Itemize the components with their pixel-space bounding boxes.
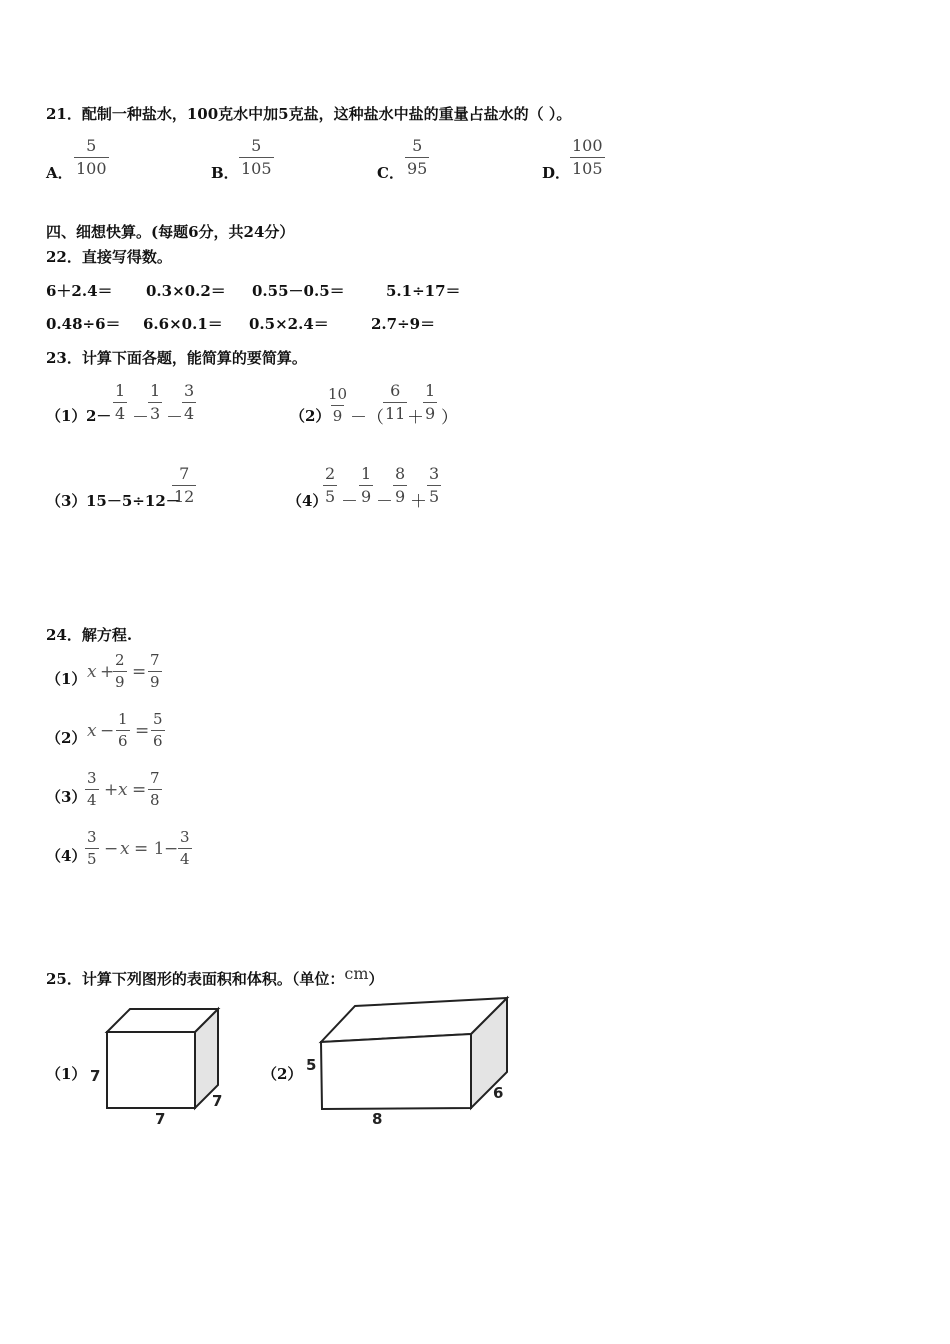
q24-eq2-label: （2）: [46, 729, 87, 747]
q25-stem: 25．计算下列图形的表面积和体积。（单位：cm）: [46, 964, 384, 988]
q24-eq1-label: （1）: [46, 670, 87, 688]
operator: ＋: [407, 408, 424, 428]
q23-part1-label: （1）: [46, 407, 87, 425]
fraction: $\frac{7}{9}$: [150, 651, 160, 691]
fraction: $\frac{1}{9}$: [425, 381, 436, 423]
fig1-width-label: 7: [155, 1110, 166, 1128]
q21-option-a-label: A．: [46, 164, 73, 182]
fraction: $\frac{3}{5}$: [87, 828, 97, 868]
q25-fig1-label: （1）: [46, 1065, 87, 1083]
q21-option-c-label: C．: [377, 164, 404, 182]
operator: =: [132, 780, 147, 800]
unit-cm: cm: [344, 964, 369, 983]
fig1-depth-label: 7: [212, 1092, 223, 1110]
operator: ＋: [410, 492, 427, 512]
q21-option-d-label: D．: [542, 164, 571, 182]
fraction: $\frac{7}{12}$: [174, 464, 195, 506]
q22-item: 6.6×0.1＝: [143, 315, 223, 333]
fraction: $\frac{3}{4}$: [184, 381, 195, 423]
variable-x: x: [120, 839, 130, 859]
q22-item: 5.1÷17＝: [386, 282, 461, 300]
fig2-depth-label: 6: [493, 1084, 504, 1102]
fig2-height-label: 5: [306, 1056, 317, 1074]
q24-eq4-label: （4）: [46, 847, 87, 865]
section-4-title: 四、细想快算。(每题6分，共24分）: [46, 223, 295, 241]
cube-front-face: [107, 1032, 195, 1108]
q21-option-d-fraction[interactable]: $\frac{100}{105}$: [572, 136, 603, 178]
q24-eq3-label: （3）: [46, 788, 87, 806]
fraction: $\frac{6}{11}$: [385, 381, 406, 423]
q22-stem: 22．直接写得数。: [46, 248, 172, 266]
fraction: $\frac{2}{5}$: [325, 464, 336, 506]
variable-x: x: [87, 721, 97, 741]
q22-item: 0.5×2.4＝: [249, 315, 329, 333]
fraction: $\frac{1}{4}$: [115, 381, 126, 423]
fraction: $\frac{2}{9}$: [115, 651, 125, 691]
q22-item: 0.55－0.5＝: [252, 282, 345, 300]
fig2-width-label: 8: [372, 1110, 383, 1128]
q25-fig2-label: （2）: [262, 1065, 303, 1083]
fraction: $\frac{5}{6}$: [153, 710, 163, 750]
fraction: $\frac{8}{9}$: [395, 464, 406, 506]
operator: －: [341, 492, 358, 512]
operator: −: [104, 839, 119, 859]
operator: －: [376, 492, 393, 512]
cuboid-front-face: [321, 1034, 471, 1109]
fraction: $\frac{3}{4}$: [180, 828, 190, 868]
q21-stem: 21．配制一种盐水，100克水中加5克盐，这种盐水中盐的重量占盐水的（ ）。: [46, 105, 572, 123]
q23-part1-lead: 2－: [86, 407, 112, 425]
q21-option-b-label: B．: [211, 164, 239, 182]
operator: ）: [441, 408, 458, 428]
fraction: $\frac{1}{3}$: [150, 381, 161, 423]
operator: = 1: [134, 839, 165, 859]
q22-item: 0.3×0.2＝: [146, 282, 226, 300]
variable-x: x: [87, 662, 97, 682]
q23-part2-label: （2）: [290, 407, 331, 425]
q23-part4-label: （4）: [287, 492, 328, 510]
operator: －: [166, 408, 183, 428]
q23-part3-lead: 15－5÷12－: [86, 492, 181, 510]
fraction: $\frac{1}{6}$: [118, 710, 128, 750]
operator: −: [164, 839, 179, 859]
q24-stem: 24．解方程.: [46, 626, 133, 644]
fraction: $\frac{7}{8}$: [150, 769, 160, 809]
q23-part3-label: （3）: [46, 492, 87, 510]
q21-option-c-fraction[interactable]: $\frac{5}{95}$: [407, 136, 428, 178]
q22-item: 6＋2.4＝: [46, 282, 113, 300]
operator: +: [104, 780, 119, 800]
operator: －: [132, 408, 149, 428]
fraction: $\frac{1}{9}$: [361, 464, 372, 506]
operator: －（: [350, 408, 384, 428]
q21-option-a-fraction[interactable]: $\frac{5}{100}$: [76, 136, 107, 178]
q22-item: 2.7÷9＝: [371, 315, 436, 333]
fraction: $\frac{3}{5}$: [429, 464, 440, 506]
fraction: $\frac{10}{9}$: [328, 385, 348, 425]
operator: +: [100, 662, 115, 682]
fig1-height-label: 7: [90, 1067, 101, 1085]
q23-stem: 23．计算下面各题，能简算的要简算。: [46, 349, 307, 367]
q22-item: 0.48÷6＝: [46, 315, 121, 333]
operator: =: [135, 721, 150, 741]
variable-x: x: [118, 780, 128, 800]
fraction: $\frac{3}{4}$: [87, 769, 97, 809]
operator: =: [132, 662, 147, 682]
q21-option-b-fraction[interactable]: $\frac{5}{105}$: [241, 136, 272, 178]
operator: −: [100, 721, 115, 741]
